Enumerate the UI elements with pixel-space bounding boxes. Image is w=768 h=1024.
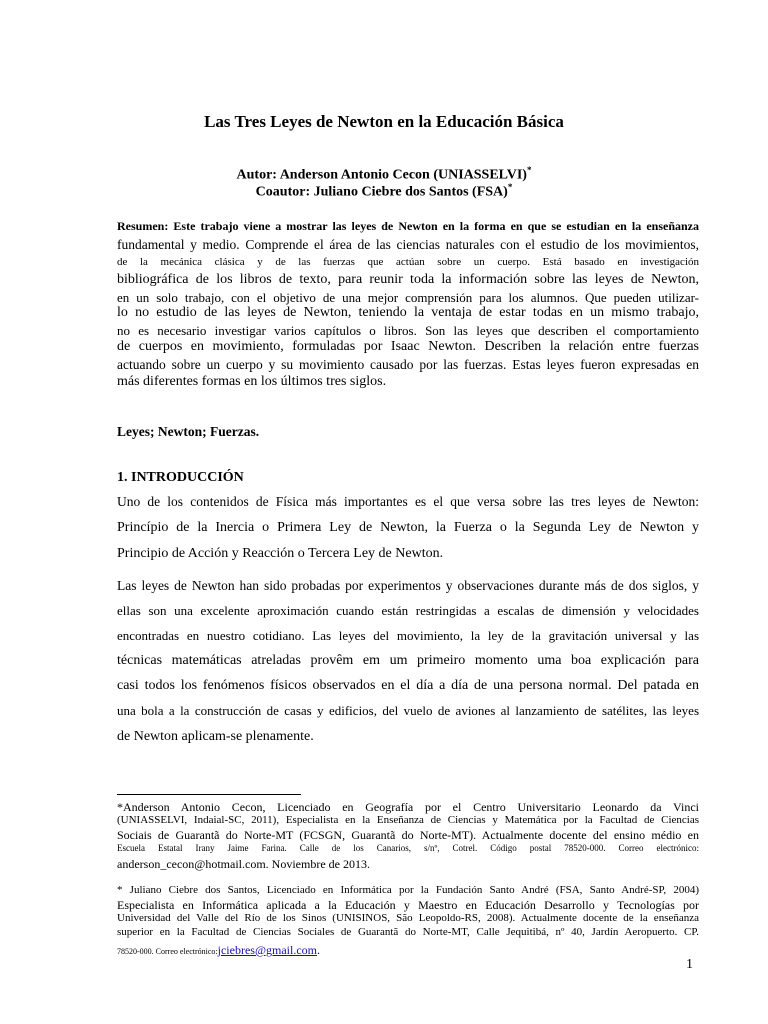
coauthor-line (0, 182, 768, 201)
footnote-2-line-2: Especialista en Informática aplicada a la Educación y Maestro en Educación Desarrollo y Tecnologías por (117, 898, 699, 912)
footnote-2-line-5: 78520-000. Correo electrónico:jciebres@gmail.com. (117, 943, 320, 957)
footnote-1-line-2: (UNIASSELVI, Indaial-SC, 2011), Especialista en la Enseñanza de Ciencias y Matemática por la Facultad de Ciencias (117, 814, 699, 826)
footnote-2-line-1: * Juliano Ciebre dos Santos, Licenciado en Informática por la Fundación Santo André (FSA, Santo André-SP, 2004) (117, 884, 699, 896)
footnote-1-line-5: anderson_cecon@hotmail.com. Noviembre de 2013. (117, 857, 370, 871)
abstract-line-8: de cuerpos en movimiento, formuladas por Isaac Newton. Describen la relación entre fuerzas (117, 339, 699, 354)
paper-title: Las Tres Leyes de Newton en la Educación Básica (204, 112, 564, 131)
page-number: 1 (686, 957, 693, 972)
intro-p2-line-7: de Newton aplicam-se plenamente. (117, 729, 314, 744)
footnote-1-line-4: Escuela Estatal Irany Jaime Farina. Calle de los Canarios, s/nº, Cotrel. Código postal 78520-000. Correo electrónico: (117, 843, 699, 853)
abstract-line-1: Resumen: Este trabajo viene a mostrar las leyes de Newton en la forma en que se estudian en la enseñanza (117, 219, 699, 233)
intro-p2-line-6: una bola a la construcción de casas y edificios, del vuelo de aviones al lanzamiento de satélites, las leyes (117, 703, 699, 718)
abstract-lead: Resumen: (117, 219, 169, 233)
coauthor-footnote-mark: * (507, 182, 513, 192)
intro-p2-line-1: Las leyes de Newton han sido probadas por experimentos y observaciones durante más de dos siglos, y (117, 578, 699, 593)
footnote-1-line-3: Sociais de Guarantã do Norte-MT (FCSGN, Guarantã do Norte-MT). Actualmente docente del ensino médio en (117, 828, 699, 842)
abstract-line-7: no es necesario investigar varios capítulos o libros. Son las leyes que describen el comportamiento (117, 323, 699, 338)
author-footnote-mark: * (526, 165, 532, 175)
intro-p2-line-4: técnicas matemáticas atreladas provêm em um primeiro momento uma boa explicación para (117, 653, 699, 668)
abstract-line-4: bibliográfica de los libros de texto, para reunir toda la información sobre las leyes de Newton, (117, 272, 699, 287)
abstract-line-10: más diferentes formas en los últimos tres siglos. (117, 374, 387, 389)
intro-p1-line-1: Uno de los contenidos de Física más importantes es el que versa sobre las tres leyes de Newton: (117, 494, 699, 509)
footnote-1-line-1: *Anderson Antonio Cecon, Licenciado en Geografía por el Centro Universitario Leonardo da Vinci (117, 800, 699, 814)
abstract-line-5: en un solo trabajo, con el objetivo de una mejor comprensión para los alumnos. Que pueden utilizar- (117, 290, 699, 305)
intro-p2-line-3: encontradas en nuestro cotidiano. Las leyes del movimiento, la ley de la gravitación universal y las (117, 628, 699, 643)
intro-p1-line-3: Principio de Acción y Reacción o Tercera Ley de Newton. (117, 546, 444, 561)
intro-p2-line-2: ellas son una excelente aproximación cuando están restringidas a escalas de dimensión y velocidades (117, 603, 699, 618)
abstract-line-6: lo no estudio de las leyes de Newton, teniendo la ventaja de estar todas en un mismo trabajo, (117, 305, 699, 320)
footnote-2-line-3: Universidad del Valle del Río de los Sinos (UNISINOS, São Leopoldo-RS, 2008). Actualmente docente de la enseñanza (117, 912, 699, 924)
author-line (0, 165, 768, 184)
footnote-2-line-4: superior en la Facultad de Ciencias Sociales de Guarantã do Norte-MT, Calle Jequitibá, nº 40, Jardín Aeropuerto. CP. (117, 926, 699, 938)
intro-p1-line-2: Princípio de la Inercia o Primera Ley de Newton, la Fuerza o la Segunda Ley de Newton y (117, 520, 699, 535)
abstract-line-2: fundamental y medio. Comprende el área de las ciencias naturales con el estudio de los movimientos, (117, 237, 699, 252)
abstract-line-3: de la mecánica clásica y de las fuerzas que actúan sobre un cuerpo. Está basado en investigación (117, 256, 699, 268)
footnote-separator (117, 794, 301, 795)
keywords: Leyes; Newton; Fuerzas. (117, 424, 260, 439)
abstract-line-9: actuando sobre un cuerpo y su movimiento causado por las fuerzas. Estas leyes fueron expresadas en (117, 357, 699, 372)
email-link[interactable]: jciebres@gmail.com (217, 943, 317, 957)
section-heading-introduction: 1. INTRODUCCIÓN (117, 470, 244, 485)
coauthor-name: Coautor: Juliano Ciebre dos Santos (FSA) (255, 184, 508, 200)
intro-p2-line-5: casi todos los fenómenos físicos observados en el día a día de una persona normal. Del patada en (117, 678, 699, 693)
author-name: Autor: Anderson Antonio Cecon (UNIASSELVI) (236, 167, 527, 183)
